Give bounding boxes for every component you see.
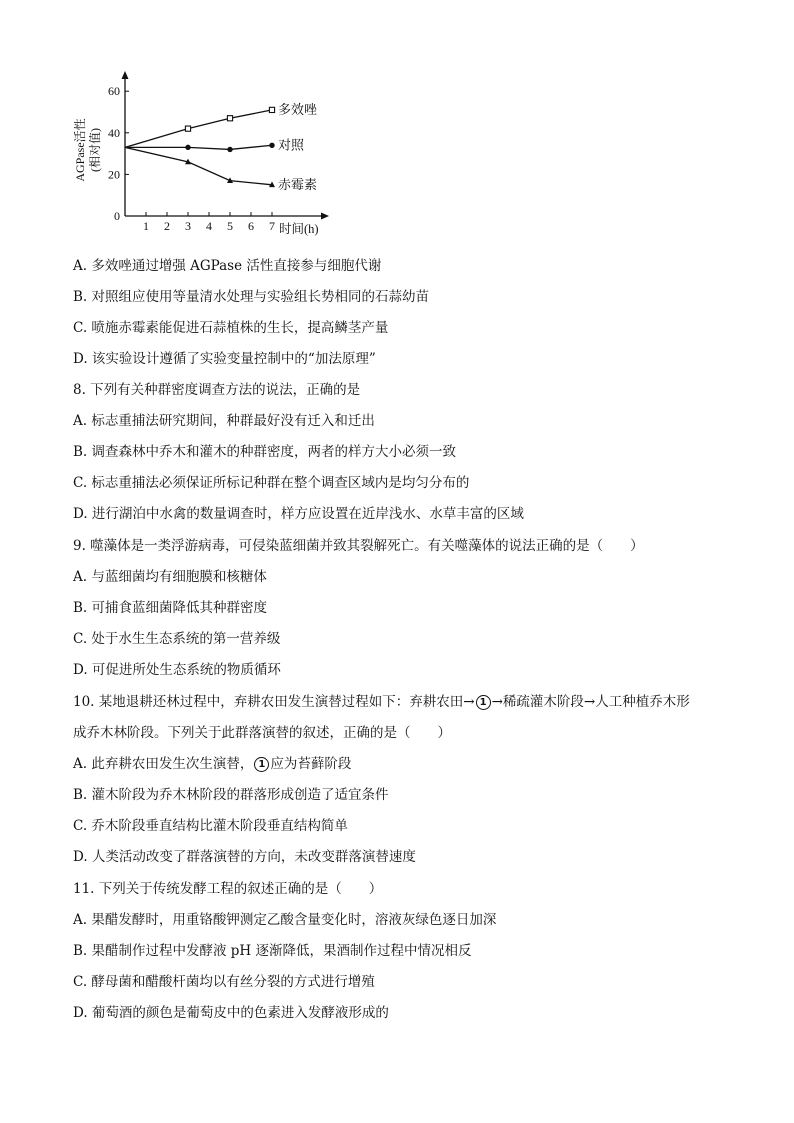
q10-option-d: D. 人类活动改变了群落演替的方向，未改变群落演替速度 <box>73 849 416 865</box>
x-tick-label: 5 <box>227 219 233 233</box>
series-label: 赤霉素 <box>278 177 318 193</box>
data-point-marker <box>185 145 190 150</box>
y-axis-unit: (相对值) <box>88 128 102 172</box>
q9-stem: 9. 噬藻体是一类浮游病毒，可侵染蓝细菌并致其裂解死亡。有关噬藻体的说法正确的是（ ） <box>73 538 644 554</box>
q9-option-a: A. 与蓝细菌均有细胞膜和核糖体 <box>73 569 267 585</box>
q10-stem-line1 <box>73 692 690 712</box>
data-point-marker <box>185 126 190 131</box>
y-tick-label: 20 <box>108 167 120 182</box>
q7-option-d: D. 该实验设计遵循了实验变量控制中的“加法原理” <box>73 351 376 367</box>
y-axis-label: AGPase活性 <box>73 118 87 182</box>
x-axis-arrow <box>321 213 329 220</box>
q10-stem-part1: 10. 某地退耕还林过程中，弃耕农田发生演替过程如下：弃耕农田→ <box>73 694 475 710</box>
x-tick-label: 4 <box>206 219 212 233</box>
q10-option-a-part2: 应为苔藓阶段 <box>270 756 352 772</box>
q10-option-b: B. 灌木阶段为乔木林阶段的群落形成创造了适宜条件 <box>73 787 389 803</box>
q10-option-a-part1: A. 此弃耕农田发生次生演替， <box>73 756 254 772</box>
agpase-activity-chart <box>70 68 360 240</box>
q11-stem: 11. 下列关于传统发酵工程的叙述正确的是（ ） <box>73 881 383 897</box>
y-axis-title <box>72 118 102 181</box>
x-tick-label: 6 <box>248 219 254 233</box>
q8-option-c: C. 标志重捕法必须保证所标记种群在整个调查区域内是均匀分布的 <box>73 475 470 491</box>
q7-option-c: C. 喷施赤霉素能促进石蒜植株的生长，提高鳞茎产量 <box>73 320 389 336</box>
q10-stem-part2: →稀疏灌木阶段→人工种植乔木形 <box>491 694 690 710</box>
data-point-marker <box>227 116 232 121</box>
q8-option-a: A. 标志重捕法研究期间，种群最好没有迁入和迁出 <box>73 413 375 429</box>
circled-number-icon: 1 <box>254 757 269 772</box>
x-tick-label: 2 <box>164 219 170 233</box>
series-label: 对照 <box>278 138 305 154</box>
q11-option-d: D. 葡萄酒的颜色是葡萄皮中的色素进入发酵液形成的 <box>73 1005 389 1021</box>
q10-option-a <box>73 754 351 774</box>
q11-option-a: A. 果醋发酵时，用重铬酸钾测定乙酸含量变化时，溶液灰绿色逐日加深 <box>73 912 497 928</box>
q11-option-c: C. 酵母菌和醋酸杆菌均以有丝分裂的方式进行增殖 <box>73 974 375 990</box>
q10-stem-line2: 成乔木林阶段。下列关于此群落演替的叙述，正确的是（ ） <box>73 725 451 741</box>
x-axis-label: 时间(h) <box>279 222 319 236</box>
y-tick-label: 0 <box>114 209 120 223</box>
x-tick-label: 3 <box>185 219 191 233</box>
q7-option-b: B. 对照组应使用等量清水处理与实验组长势相同的石蒜幼苗 <box>73 289 430 305</box>
q10-option-c: C. 乔木阶段垂直结构比灌木阶段垂直结构简单 <box>73 818 348 834</box>
y-tick-label: 40 <box>108 125 120 140</box>
q7-option-a: A. 多效唑通过增强 AGPase 活性直接参与细胞代谢 <box>73 258 382 274</box>
series-line <box>125 110 272 147</box>
q8-option-d: D. 进行湖泊中水禽的数量调查时，样方应设置在近岸浅水、水草丰富的区域 <box>73 506 524 522</box>
series-label: 多效唑 <box>278 102 318 118</box>
q8-option-b: B. 调查森林中乔木和灌木的种群密度，两者的样方大小必须一致 <box>73 444 457 460</box>
q9-option-d: D. 可促进所处生态系统的物质循环 <box>73 662 281 678</box>
q8-stem: 8. 下列有关种群密度调查方法的说法，正确的是 <box>73 382 361 398</box>
q11-option-b: B. 果醋制作过程中发酵液 pH 逐渐降低，果酒制作过程中情况相反 <box>73 943 472 959</box>
y-axis-arrow <box>122 71 129 79</box>
data-point-marker <box>269 143 274 148</box>
series-line <box>125 147 272 184</box>
data-point-marker <box>269 107 274 112</box>
data-point-marker <box>227 147 232 152</box>
q9-option-c: C. 处于水生生态系统的第一营养级 <box>73 631 281 647</box>
series-line <box>125 145 272 149</box>
q9-option-b: B. 可捕食蓝细菌降低其种群密度 <box>73 600 268 616</box>
x-tick-label: 1 <box>143 219 149 233</box>
y-tick-label: 60 <box>108 84 120 99</box>
circled-number-icon: 1 <box>476 695 491 710</box>
x-tick-label: 7 <box>269 219 275 233</box>
